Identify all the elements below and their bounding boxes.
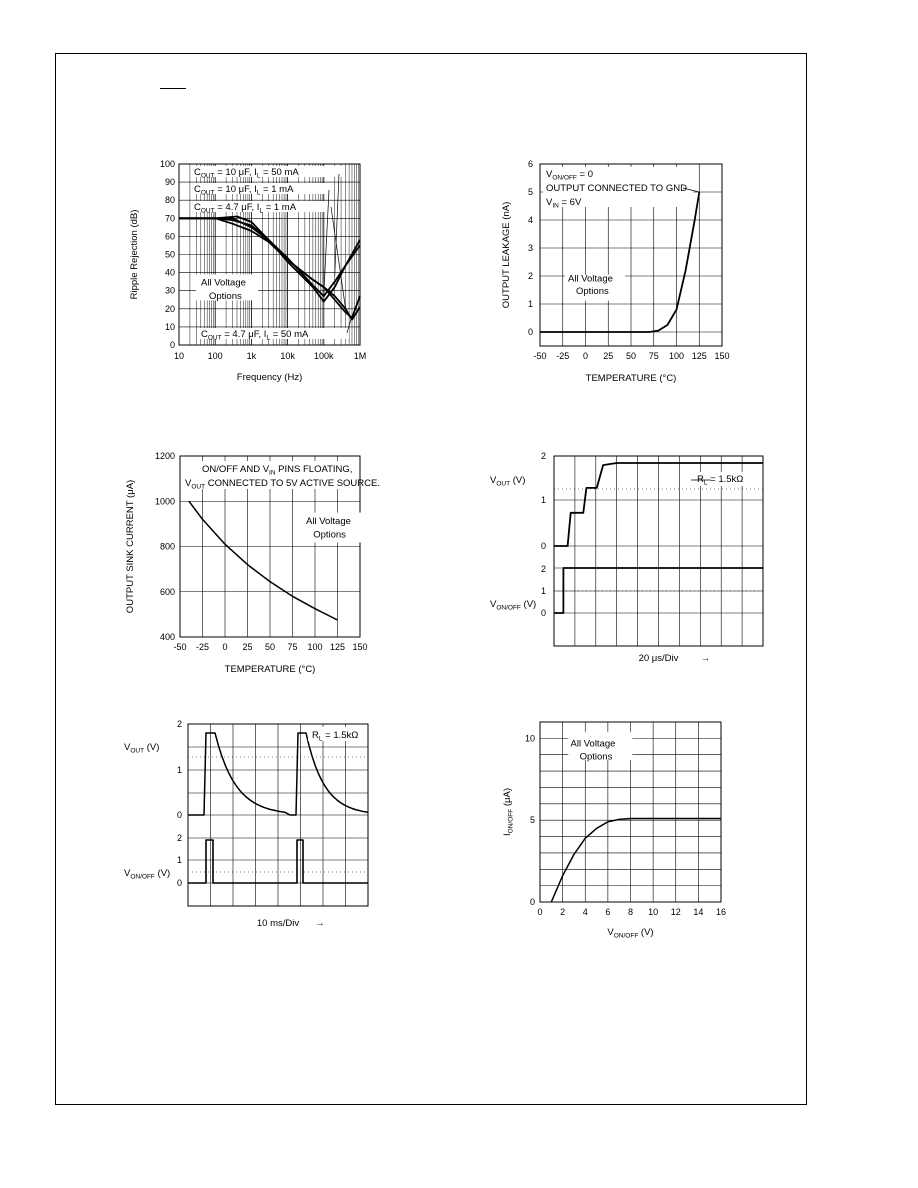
x-tick-label: -50	[173, 642, 187, 652]
x-axis-label: 10 ms/Div	[256, 918, 300, 929]
x-tick-label: 0	[582, 351, 589, 361]
note-line-1: All Voltage	[570, 738, 616, 750]
load-note: $R_L = 1.5k\Omega$	[697, 474, 744, 487]
y-tick-label: 1	[527, 299, 533, 309]
x-tick-label: -25	[556, 351, 570, 361]
series-label-1: $C_{OUT} = 10$ μF, $I_L = 50$ mA	[194, 167, 299, 180]
y-tick-label: 6	[527, 159, 533, 169]
y-tick-label: 4	[527, 215, 533, 225]
y-tick-label: 50	[164, 249, 175, 260]
x-tick-label: 75	[287, 642, 298, 652]
arrow-icon: →	[700, 653, 711, 664]
x-tick-label: -25	[195, 642, 210, 652]
y-tick-label: 5	[527, 187, 533, 197]
y-tick-label: 2	[540, 451, 546, 461]
y-tick-label: 100	[159, 159, 175, 169]
y-tick-label: 1	[176, 855, 182, 865]
y-tick-label: 1	[540, 495, 546, 505]
y-tick-label: 1200	[154, 451, 175, 461]
note-line-2: Options	[579, 751, 613, 763]
y-tick-label: 400	[159, 632, 175, 642]
x-tick-label: 16	[715, 907, 727, 917]
y-tick-label: 0	[540, 541, 546, 551]
x-axis-label: Frequency (Hz)	[236, 372, 303, 383]
top-trace-label: $V_{OUT}$ (V)	[490, 475, 526, 488]
y-tick-label: 10	[164, 321, 175, 332]
load-note: $R_L = 1.5k\Omega$	[312, 730, 359, 743]
x-axis-label: TEMPERATURE (°C)	[585, 373, 677, 384]
leader-line	[335, 174, 339, 276]
y-tick-label: 0	[176, 810, 182, 820]
series-label-2: $C_{OUT} = 10$ μF, $I_L = 1$ mA	[194, 184, 294, 197]
x-tick-label: 8	[627, 907, 634, 917]
series-line-4	[179, 218, 360, 319]
y-tick-label: 5	[529, 815, 535, 826]
y-tick-label: 60	[164, 231, 175, 242]
y-tick-label: 0	[540, 608, 546, 618]
y-tick-label: 2	[527, 271, 533, 281]
leader-line	[331, 207, 346, 309]
series-label-4: $C_{OUT} = 4.7$ μF, $I_L = 50$ mA	[201, 329, 309, 342]
x-axis-label: $V_{ON/OFF}$ (V)	[607, 927, 654, 940]
annotation-line-1: $V_{ON/OFF} = 0$	[546, 169, 594, 182]
x-tick-label: 10	[173, 351, 185, 361]
series-label-3: $C_{OUT} = 4.7$ μF, $I_L = 1$ mA	[194, 202, 297, 215]
x-tick-label: 4	[582, 907, 588, 917]
x-tick-label: 0	[222, 642, 228, 652]
x-tick-label: 10	[648, 907, 659, 917]
x-axis-label: 20 μs/Div	[638, 653, 679, 664]
note-line-1: All Voltage	[568, 273, 613, 285]
arrow-icon: →	[315, 918, 325, 929]
y-tick-label: 0	[176, 878, 182, 888]
x-tick-label: 125	[329, 642, 346, 652]
x-tick-label: 25	[242, 642, 253, 652]
y-tick-label: 2	[176, 833, 182, 843]
vout-pulse-waveform-chart	[120, 710, 380, 940]
output-sink-current-chart	[120, 440, 380, 680]
x-tick-label: 1M	[353, 351, 367, 361]
y-tick-label: 70	[164, 213, 175, 224]
x-tick-label: 10k	[280, 351, 295, 361]
ion-off-current-chart	[490, 710, 750, 950]
output-leakage-chart	[490, 150, 750, 395]
y-tick-label: 80	[164, 195, 175, 206]
y-tick-label: 30	[164, 285, 175, 296]
vout-turn-on-waveform-chart	[480, 445, 760, 670]
y-axis-label: OUTPUT LEAKAGE (nA)	[501, 201, 512, 309]
x-tick-label: -50	[533, 351, 547, 361]
x-tick-label: 100	[668, 351, 685, 361]
x-tick-label: 6	[605, 907, 611, 917]
y-tick-label: 10	[524, 733, 535, 744]
y-tick-label: 0	[527, 327, 533, 337]
annotation-line-2: $V_{OUT}$ CONNECTED TO 5V ACTIVE SOURCE.	[185, 478, 380, 491]
x-tick-label: 0	[537, 907, 543, 917]
x-tick-label: 150	[352, 642, 368, 652]
x-tick-label: 2	[560, 907, 566, 917]
x-tick-label: 14	[693, 907, 704, 917]
x-tick-label: 25	[603, 351, 614, 361]
series-line	[540, 192, 699, 332]
series-line	[551, 819, 721, 903]
annotation-line-2: OUTPUT CONNECTED TO GND	[546, 183, 687, 194]
x-tick-label: 100	[307, 642, 323, 652]
leader-line	[347, 316, 352, 333]
header-rule	[160, 88, 186, 89]
y-axis-label: $I_{ON/OFF}$ (μA)	[502, 788, 515, 836]
ripple-rejection-chart	[120, 150, 380, 395]
x-tick-label: 125	[691, 351, 707, 361]
y-tick-label: 600	[159, 586, 175, 597]
y-tick-label: 1	[176, 765, 182, 775]
x-tick-label: 1k	[246, 351, 257, 361]
x-axis-label: TEMPERATURE (°C)	[224, 664, 316, 675]
y-tick-label: 800	[159, 541, 175, 552]
x-tick-label: 100	[207, 351, 223, 361]
y-tick-label: 0	[529, 897, 535, 907]
y-tick-label: 90	[164, 177, 175, 188]
bottom-trace-label: $V_{ON/OFF}$ (V)	[490, 599, 537, 612]
y-tick-label: 40	[164, 267, 175, 278]
y-axis-label: OUTPUT SINK CURRENT (μA)	[125, 479, 136, 614]
y-tick-label: 20	[164, 303, 175, 314]
x-tick-label: 150	[714, 351, 730, 361]
bottom-trace-label: $V_{ON/OFF}$ (V)	[124, 868, 171, 881]
note-line-1: All Voltage	[306, 515, 351, 527]
note-line-1: All Voltage	[201, 277, 246, 289]
x-tick-label: 100k	[314, 351, 334, 361]
note-line-2: Options	[313, 529, 346, 541]
annotation-line-1: ON/OFF AND $V_{IN}$ PINS FLOATING,	[202, 464, 353, 477]
y-tick-label: 3	[527, 243, 533, 253]
x-tick-label: 50	[264, 642, 276, 652]
x-tick-label: 12	[670, 907, 681, 917]
x-tick-label: 50	[625, 351, 637, 361]
note-line-2: Options	[209, 290, 242, 302]
y-axis-label: Ripple Rejection (dB)	[129, 209, 140, 300]
top-trace-label: $V_{OUT}$ (V)	[124, 742, 160, 755]
note-line-2: Options	[576, 286, 609, 298]
y-tick-label: 1	[540, 586, 546, 596]
x-tick-label: 75	[648, 351, 659, 361]
series-line-3	[179, 218, 360, 317]
y-tick-label: 0	[169, 340, 175, 350]
y-tick-label: 2	[176, 719, 182, 729]
y-tick-label: 2	[540, 564, 546, 574]
annotation-line-3: $V_{IN} = 6V$	[546, 197, 582, 210]
y-tick-label: 1000	[154, 496, 175, 507]
